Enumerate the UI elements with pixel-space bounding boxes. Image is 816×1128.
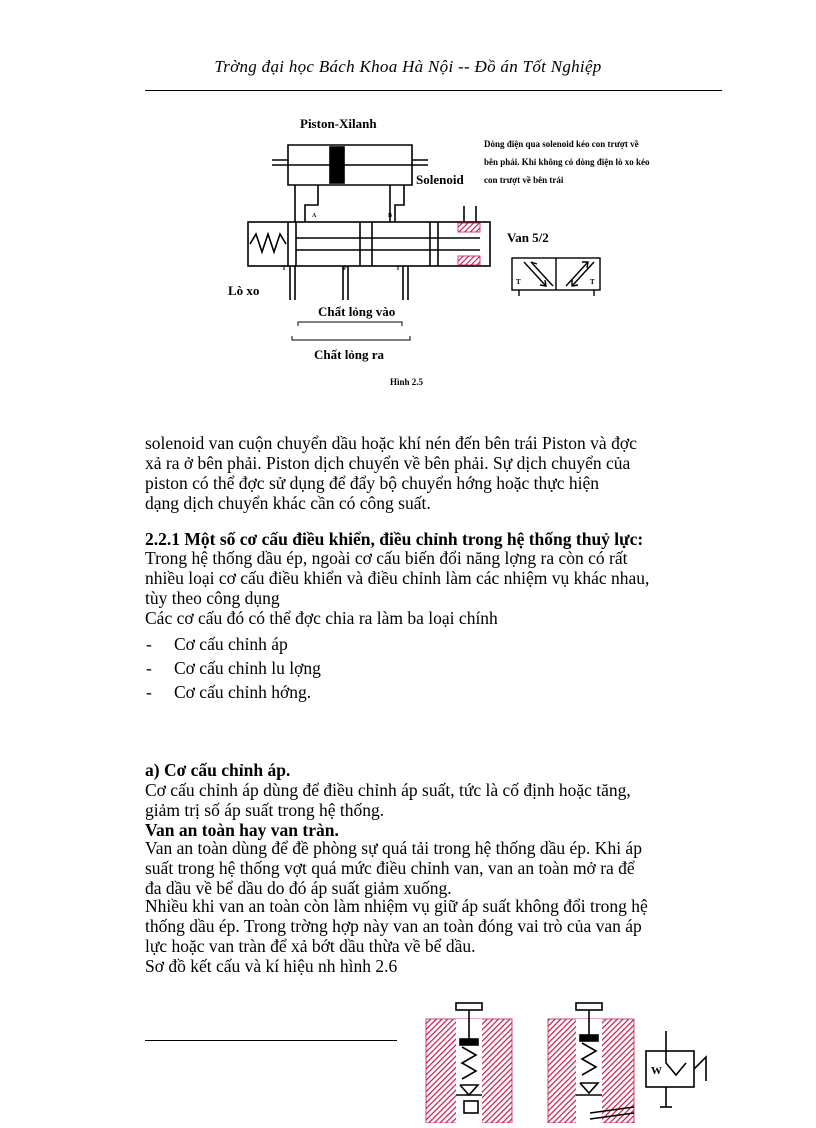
list-item-text: Cơ cấu chỉnh lu lợng	[174, 658, 321, 678]
text-line: piston có thể đợc sử dụng để đẩy bộ chuyển hớng hoặc thực hiện	[145, 473, 599, 493]
section-heading-2-2-1: 2.2.1 Một số cơ cấu điều khiển, điều chỉnh trong hệ thống thuỷ lực:	[145, 529, 644, 549]
footnote-divider	[145, 1040, 397, 1041]
symbol-letter: W	[651, 1065, 662, 1077]
cylinder-outline-top	[272, 145, 428, 160]
solenoid-coil-top	[458, 223, 480, 232]
valve-paragraph-2	[145, 896, 722, 956]
label-fluid-out: Chất lỏng ra	[314, 347, 385, 362]
label-lo-xo: Lò xo	[228, 283, 260, 298]
spring-icon	[250, 234, 286, 252]
text-line: Nhiều khi van an toàn còn làm nhiệm vụ giữ áp suất không đổi trong hệ	[145, 896, 648, 916]
solenoid-note: Dòng điện qua solenoid kéo con trượt về bên phải. Khi không có dòng điện lò xo kéo con trượt về bên trái	[484, 139, 650, 185]
text-line: giảm trị số áp suất trong hệ thống.	[145, 800, 385, 820]
list-item	[146, 658, 723, 682]
port-a: A	[312, 213, 317, 219]
text-line: đa dầu về bể dầu do đó áp suất giảm xuống.	[145, 878, 452, 898]
intro-paragraph	[145, 433, 722, 513]
subsection-a-heading: a) Cơ cấu chỉnh áp.	[145, 760, 291, 780]
text-line: thống dầu ép. Trong trờng hợp này van an toàn đóng vai trò của van áp	[145, 916, 642, 936]
subsection-a-paragraph	[145, 780, 722, 820]
text-line: Trong hệ thống dầu ép, ngoài cơ cấu biến đổi năng lợng ra còn có rất	[145, 548, 628, 568]
text-line: tùy theo công dụng	[145, 588, 280, 608]
symbol-port-t-right: T	[590, 278, 595, 286]
label-piston-xilanh: Piston-Xilanh	[300, 116, 377, 131]
text-line: xả ra ở bên phải. Piston dịch chuyển về bên phải. Sự dịch chuyển của	[145, 453, 631, 473]
port-p: P	[343, 266, 347, 272]
figure-2-5-caption: Hình 2.5	[390, 377, 424, 387]
text-line: Cơ cấu chỉnh áp dùng để điều chỉnh áp suất, tức là cố định hoặc tăng,	[145, 780, 631, 800]
figure-2-6-reference: Sơ đồ kết cấu và kí hiệu nh hình 2.6	[145, 956, 398, 976]
label-fluid-in: Chất lỏng vào	[318, 304, 396, 319]
port-t-left: T	[282, 266, 287, 272]
label-van-5-2: Van 5/2	[507, 230, 549, 245]
text-line: solenoid van cuộn chuyển dầu hoặc khí nén đến bên trái Piston và đợc	[145, 433, 637, 453]
figure-2-6-diagram	[420, 995, 720, 1123]
valve-5-2-symbol	[512, 258, 600, 296]
relief-valve-section-2	[548, 1003, 634, 1123]
text-line: Van an toàn dùng để đề phòng sự quá tải trong hệ thống dầu ép. Khi áp	[145, 838, 642, 858]
relief-valve-section-1	[426, 1003, 512, 1123]
text-line: Các cơ cấu đó có thể đợc chia ra làm ba loại chính	[145, 608, 498, 628]
cylinder-outline-bottom	[288, 160, 412, 185]
text-line: dạng dịch chuyển khác cần có công suất.	[145, 493, 431, 513]
bullet-dash: -	[146, 634, 152, 654]
port-b: B	[388, 213, 393, 219]
bullet-dash: -	[146, 682, 152, 702]
symbol-port-t-left: T	[516, 278, 521, 286]
solenoid-coil-bottom	[458, 256, 480, 265]
text-line: suất trong hệ thống vợt quá mức điều chỉnh van, van an toàn mở ra để	[145, 858, 635, 878]
valve-paragraph-1	[145, 838, 722, 898]
figure-2-5	[0, 0, 816, 400]
section-paragraph	[145, 548, 722, 628]
port-t-right: T	[396, 266, 401, 272]
list-item	[146, 634, 723, 658]
list-item	[146, 682, 723, 706]
list-item-text: Cơ cấu chỉnh áp	[174, 634, 288, 654]
bullet-dash: -	[146, 658, 152, 678]
text-line: nhiều loại cơ cấu điều khiển và điều chỉnh làm các nhiệm vụ khác nhau,	[145, 568, 650, 588]
label-solenoid: Solenoid	[416, 172, 464, 187]
page-header-title: Trờng đại học Bách Khoa Hà Nội -- Đồ án Tốt Nghiệp	[214, 57, 602, 76]
valve-body	[248, 222, 490, 266]
list-item-text: Cơ cấu chỉnh hớng.	[174, 682, 312, 702]
figure-2-5-diagram	[0, 0, 816, 400]
figure-2-6	[420, 995, 720, 1123]
text-line: lực hoặc van tràn để xả bớt dầu thừa về bể dầu.	[145, 936, 476, 956]
valve-section-heading: Van an toàn hay van tràn.	[145, 820, 339, 840]
regulator-type-list	[146, 634, 723, 706]
